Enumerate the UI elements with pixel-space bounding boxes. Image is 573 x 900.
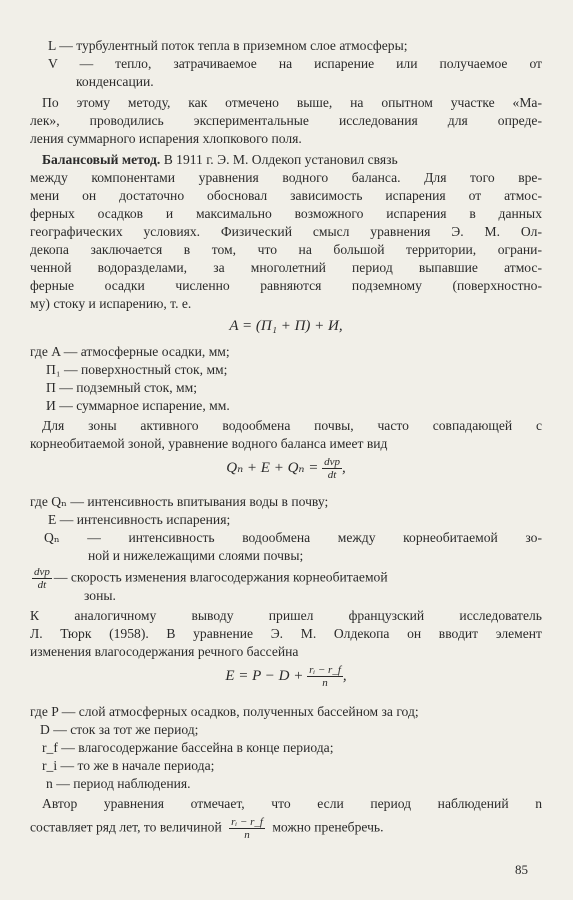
fraction-ri-rf-n [229, 816, 265, 841]
fraction-numerator: rᵢ − r_f [309, 664, 341, 676]
text-line: между компонентами уравнения водного баланса. Для того вре- [30, 170, 542, 185]
equation-2-lhs: Qₙ + E + Qₙ = [226, 459, 319, 476]
text-line: ления суммарного испарения хлопкового поля. [30, 131, 302, 146]
fraction-ri-rf-n [307, 664, 343, 689]
text-line: зоны. [84, 588, 116, 603]
text-line: — скорость изменения влагосодержания корнеобитаемой [53, 569, 388, 585]
equation-1: A = (П₁ + П) + И, [229, 318, 343, 334]
text-line: декопа заключается в том, что на большой территории, ограни- [30, 242, 542, 257]
text-line: По этому методу, как отмечено выше, на опытном участке «Ма- [42, 95, 542, 110]
fraction-numerator: dvp [324, 456, 340, 468]
fraction-numerator: dvp [34, 566, 50, 578]
text-line: корнеобитаемой зоной, уравнение водного баланса имеет вид [30, 436, 388, 451]
text-line: r_f — влагосодержание бассейна в конце периода; [42, 740, 334, 755]
paragraph-line [30, 816, 542, 841]
text-line: Л. Тюрк (1958). В уравнение Э. М. Олдекопа он вводит элемент [30, 626, 542, 641]
text-line: мени он достаточно обосновал зависимость испарения от атмос- [30, 188, 542, 203]
text-line: r_i — то же в начале периода; [42, 758, 215, 773]
fraction-numerator: rᵢ − r_f [231, 816, 263, 828]
text-line: ферных осадков и максимально возможного испарения в данных [30, 206, 542, 221]
text-line: Автор уравнения отмечает, что если период наблюдений n [42, 796, 542, 811]
text-line: L — турбулентный поток тепла в приземном слое атмосферы; [48, 38, 408, 53]
text-line: географических условиях. Физический смысл уравнения Э. М. Ол- [30, 224, 542, 239]
text-line: n — период наблюдения. [46, 776, 191, 791]
text-line: му) стоку и испарению, т. е. [30, 296, 192, 311]
text-line: D — сток за тот же период; [40, 722, 199, 737]
text-line: ченной водоразделами, за многолетний период выпавшие атмос- [30, 260, 542, 275]
fraction-dvp-dt [322, 456, 342, 481]
fraction-denominator: n [322, 677, 328, 689]
text-line: В 1911 г. Э. М. Олдекоп установил связь [160, 152, 398, 167]
text-line: V — тепло, затрачиваемое на испарение или получаемое от [48, 56, 542, 71]
text-line: конденсации. [76, 74, 154, 89]
text-line: можно пренебречь. [268, 819, 384, 835]
text-line: Для зоны активного водообмена почвы, часто совпадающей с [42, 418, 542, 433]
paragraph-line [30, 150, 542, 169]
equation-3-lhs: E = P − D + [225, 667, 304, 684]
fraction-denominator: n [244, 829, 250, 841]
text-line: где A — атмосферные осадки, мм; [30, 344, 230, 359]
text-line: где P — слой атмосферных осадков, полученных бассейном за год; [30, 704, 419, 719]
fraction-denominator: dt [327, 469, 337, 481]
text-line: изменения влагосодержания речного бассейна [30, 644, 299, 659]
text-line: E — интенсивность испарения; [48, 512, 231, 527]
text-line: ной и нижележащими слоями почвы; [88, 548, 304, 563]
section-heading: Балансовый метод. [42, 152, 161, 167]
text-line: П₁ — поверхностный сток, мм; [46, 362, 228, 377]
equation-2: Qₙ + E + Qₙ = $\frac{\text{dvp}}{dt}$ , [226, 456, 346, 481]
text-line: где Qₙ — интенсивность впитывания воды в почву; [30, 494, 329, 509]
text-line: ферные осадки численно равняются подземному (поверхностно- [30, 278, 542, 293]
fraction-denominator: dt [37, 579, 47, 591]
equation-3: E = P − D + $\frac{\text{rᵢ − r\_f}}{n}$ , [225, 664, 347, 689]
text-line: К аналогичному выводу пришел французский исследователь [30, 608, 542, 623]
text-line: П — подземный сток, мм; [46, 380, 198, 395]
text-line: составляет ряд лет, то величиной [30, 819, 222, 835]
page-number: 85 [515, 862, 528, 877]
text-line: Qₙ — интенсивность водообмена между корнеобитаемой зо- [44, 530, 542, 545]
text-line: И — суммарное испарение, мм. [46, 398, 230, 413]
text-line: лек», проводились экспериментальные исследования для опреде- [30, 113, 542, 128]
